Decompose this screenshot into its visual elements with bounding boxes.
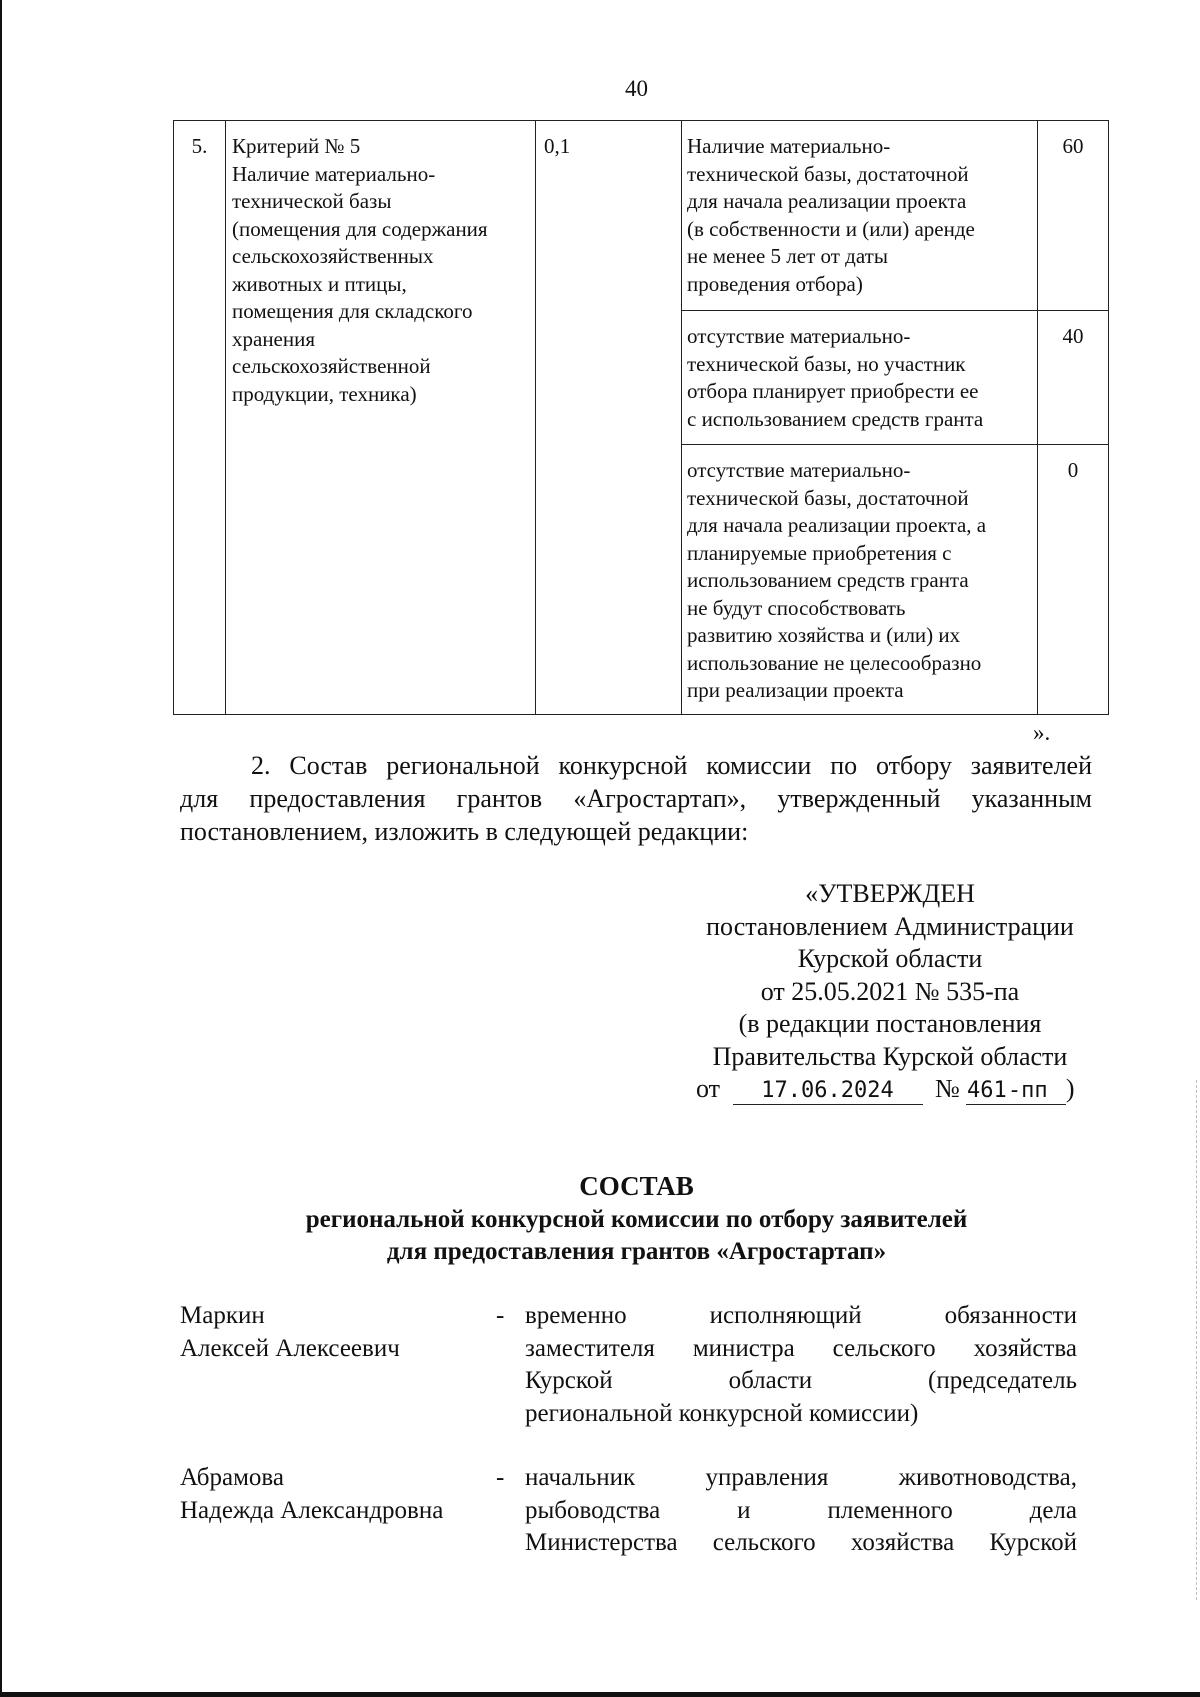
approval-stamp [660, 878, 1120, 1106]
criterion-line: (помещения для содержания [232, 216, 488, 241]
scan-left-edge [0, 0, 2, 1697]
member-role: начальник управления животноводства, рыбоводства и племенного дела Министерства сельского хозяйства Курской [525, 1464, 1077, 1556]
criterion-line: Критерий № 5 [232, 134, 361, 158]
option-score: 60 [1038, 121, 1109, 311]
criterion-line: Наличие материально- [232, 161, 436, 186]
criterion-line: сельскохозяйственной [232, 354, 431, 378]
member-dash: - [496, 1464, 505, 1491]
member-dash: - [496, 1302, 505, 1329]
scan-bottom-edge [0, 1692, 1200, 1697]
option-score: 0 [1038, 445, 1109, 715]
page-number: 40 [625, 76, 648, 101]
criterion-line: продукции, техника) [232, 381, 417, 406]
composition-title [0, 1168, 1200, 1268]
approval-line: «УТВЕРЖДЕН [805, 879, 975, 908]
option-text: отсутствие материально- технической базы, достаточной для начала реализации проекта, а планируемые приобретения с использованием средств гранта не будут способствовать развитию хозяйства и (или) их использование не целесообразно при реализации проекта [682, 445, 1038, 715]
criterion-name [226, 121, 536, 715]
paragraph-line: постановлением, изложить в следующей редакции: [180, 817, 749, 846]
option-text: отсутствие материально- технической базы, но участник отбора планирует приобрести ее с использованием средств гранта [682, 311, 1038, 445]
criteria-table [173, 120, 1109, 715]
criterion-line: хранения [232, 326, 316, 351]
title-main: СОСТАВ [579, 1171, 694, 1201]
approval-line: постановлением Администрации [706, 911, 1074, 941]
paragraph-2 [180, 749, 1092, 848]
title-sub: для предоставления грантов «Агростартап» [386, 1238, 887, 1265]
filled-number: 461 [966, 1078, 1007, 1103]
title-sub: региональной конкурсной комиссии по отбору заявителей [305, 1206, 968, 1233]
criterion-weight: 0,1 [536, 121, 682, 715]
scan-right-edge [1196, 1080, 1198, 1600]
member-name: Маркин Алексей Алексеевич [180, 1302, 400, 1362]
paragraph-line: для предоставления грантов «Агростартап», утвержденный указанным [180, 784, 1092, 813]
filled-date: 17.06.2024 [733, 1078, 923, 1105]
table-row [174, 121, 1109, 311]
option-score: 40 [1038, 311, 1109, 445]
member-entry [180, 1462, 1080, 1572]
criterion-line: животных и птицы, [232, 271, 407, 296]
row-number: 5. [174, 121, 226, 715]
member-role: временно исполняющий обязанности заместителя министра сельского хозяйства Курской области (председатель региональной конкурсной комиссии) [525, 1302, 1077, 1427]
approval-line: Правительства Курской области [712, 1041, 1068, 1071]
approval-line: Курской области [797, 944, 983, 973]
criterion-line: помещения для складского [232, 299, 473, 323]
criterion-line: сельскохозяйственных [232, 244, 434, 268]
filled-number-suffix: -пп [1008, 1078, 1066, 1105]
table-closing-quote: ». [1033, 720, 1051, 745]
member-name: Абрамова Надежда Александровна [180, 1464, 444, 1524]
approval-line: от 25.05.2021 № 535-па [760, 976, 1020, 1006]
criterion-line: технической базы [232, 189, 392, 213]
approval-date-line: от 17.06.2024 № 461-пп ) [696, 1074, 1075, 1103]
approval-line: (в редакции постановления [738, 1009, 1042, 1038]
option-text: Наличие материально- технической базы, достаточной для начала реализации проекта (в собственности и (или) аренде не менее 5 лет от даты проведения отбора) [682, 121, 1038, 311]
member-entry [180, 1300, 1080, 1440]
paragraph-line: 2. Состав региональной конкурсной комиссии по отбору заявителей [251, 751, 1092, 780]
